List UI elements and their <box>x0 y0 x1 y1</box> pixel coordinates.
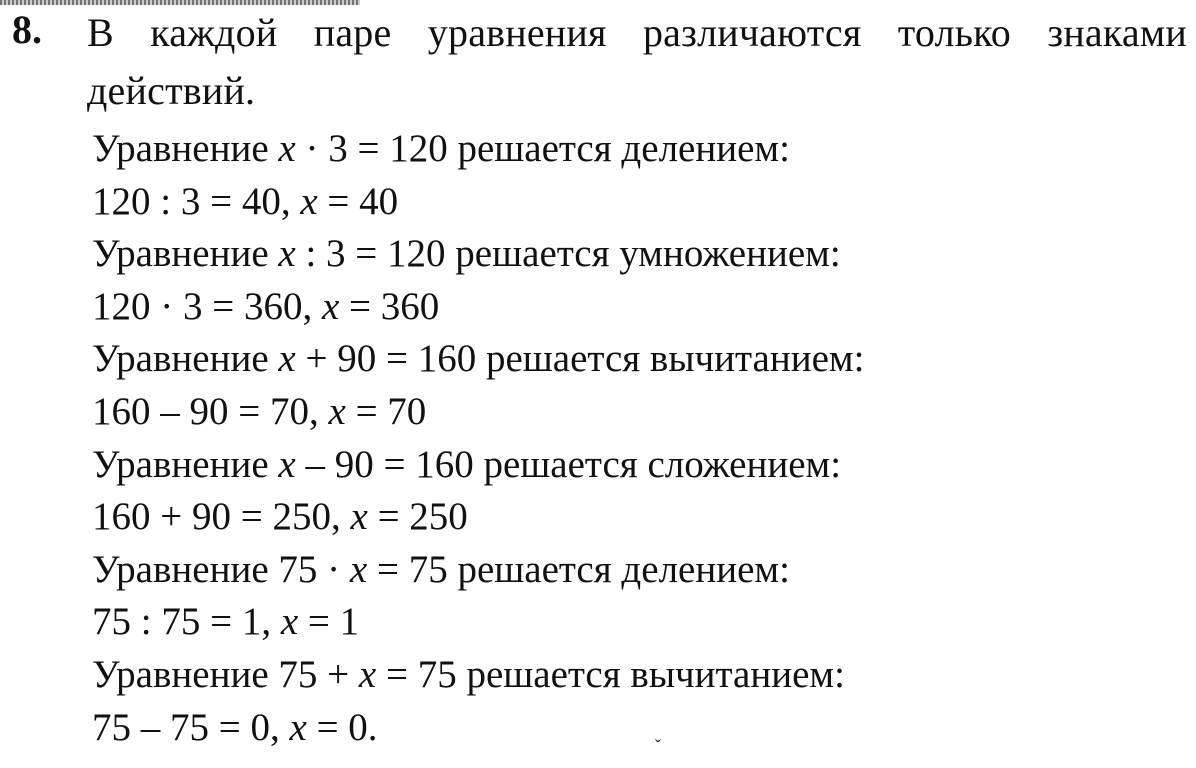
line-suffix: · 3 = 120 решается делением: <box>295 127 790 170</box>
line-prefix: 160 + 90 = 250, <box>92 495 351 539</box>
solution-line <box>92 333 864 386</box>
solution-line <box>92 544 864 597</box>
line-prefix: 120 : 3 = 40, <box>92 179 301 223</box>
line-prefix: 75 – 75 = 0, <box>92 705 290 749</box>
variable-x: x <box>278 232 296 276</box>
line-prefix: Уравнение 75 · <box>92 547 350 591</box>
line-prefix: 120 · 3 = 360, <box>92 284 322 328</box>
line-suffix: = 360 <box>339 284 440 328</box>
solution-line <box>92 386 864 439</box>
solution-lines <box>92 123 864 754</box>
line-suffix: = 70 <box>345 389 427 433</box>
variable-x: x <box>278 127 296 170</box>
line-suffix: = 40 <box>317 179 399 223</box>
line-prefix: Уравнение <box>92 232 279 276</box>
solution-line <box>92 702 864 755</box>
variable-x: x <box>289 705 307 749</box>
line-prefix: 75 : 75 = 1, <box>92 600 281 644</box>
line-suffix: = 0. <box>306 705 378 749</box>
variable-x: x <box>358 652 377 696</box>
solution-line <box>92 123 864 176</box>
variable-x: x <box>321 284 340 328</box>
solution-line <box>92 228 864 281</box>
line-suffix: – 90 = 160 решается сложением: <box>295 442 842 486</box>
problem-number: 8. <box>12 7 42 52</box>
variable-x: x <box>280 600 299 644</box>
problem-statement: В каждой паре уравнения различаются только знаками действий. <box>87 10 1187 113</box>
solution-line <box>92 649 864 702</box>
line-prefix: 160 – 90 = 70, <box>92 389 329 433</box>
line-prefix: Уравнение 75 + <box>92 652 359 696</box>
line-suffix: = 75 решается делением: <box>367 547 790 591</box>
variable-x: x <box>350 495 368 539</box>
solution-line <box>92 439 864 492</box>
variable-x: x <box>349 547 368 591</box>
scan-speck-mark: ˇ <box>655 736 661 756</box>
line-prefix: Уравнение <box>92 127 279 170</box>
solution-line <box>92 281 864 334</box>
line-suffix: = 1 <box>298 600 360 644</box>
solution-line <box>92 596 864 649</box>
solution-line <box>92 176 864 229</box>
line-suffix: = 250 <box>367 495 468 539</box>
variable-x: x <box>278 442 296 486</box>
line-prefix: Уравнение <box>92 337 279 381</box>
line-suffix: : 3 = 120 решается умножением: <box>295 232 841 276</box>
variable-x: x <box>300 179 318 223</box>
variable-x: x <box>328 389 346 433</box>
solution-line <box>92 491 864 544</box>
line-suffix: + 90 = 160 решается вычитанием: <box>295 337 865 381</box>
line-suffix: = 75 решается вычитанием: <box>376 652 845 696</box>
line-prefix: Уравнение <box>92 442 279 486</box>
variable-x: x <box>278 337 296 381</box>
